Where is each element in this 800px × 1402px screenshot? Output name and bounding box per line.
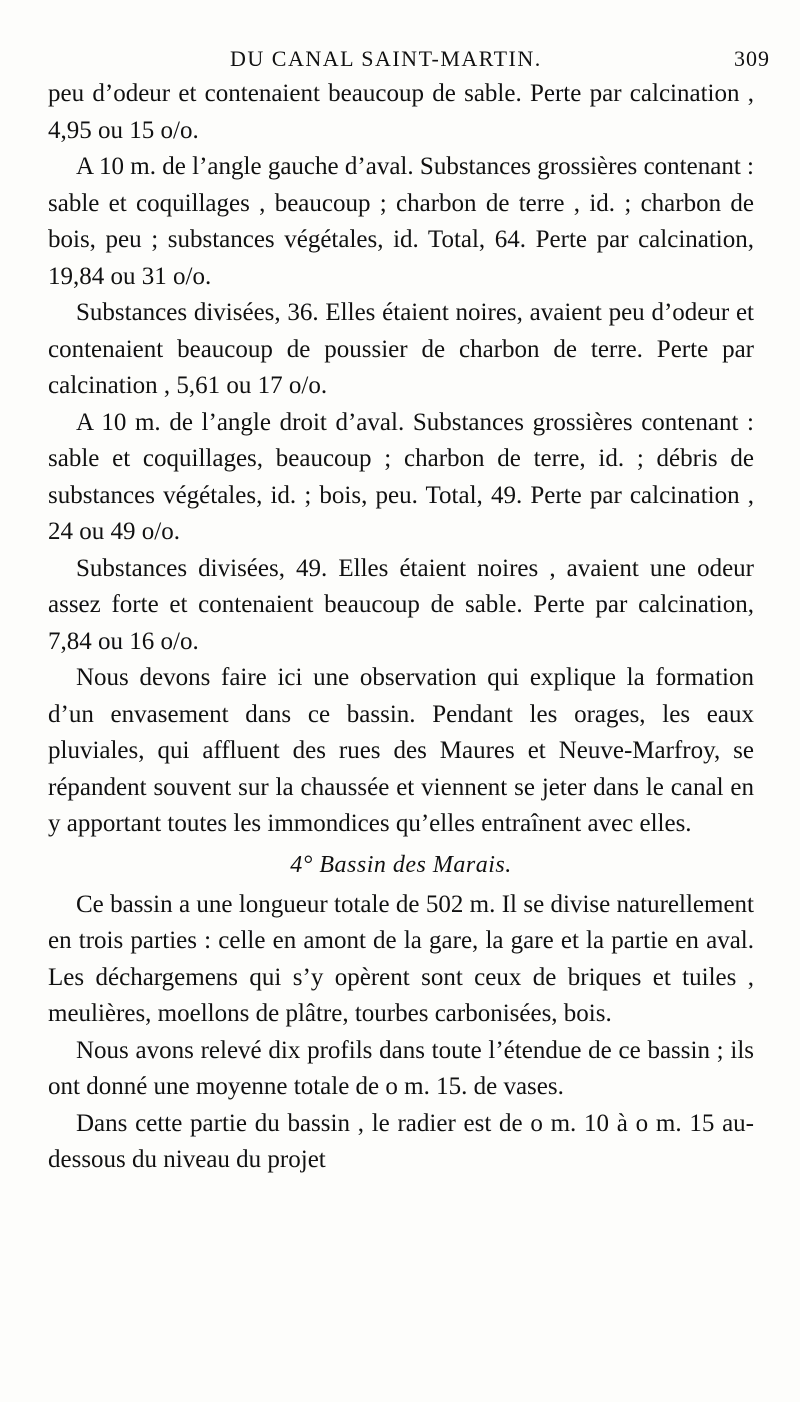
paragraph: A 10 m. de l’angle gauche d’aval. Substances grossières contenant : sable et coquillages , beaucoup ; charbon de terre , id. ; charbon de bois, peu ; substances végétales, id. Total, 64. Perte par calcination, 19,84 ou 31 o/o. [48, 153, 754, 290]
paragraph: peu d’odeur et contenaient beaucoup de sable. Perte par calcination , 4,95 ou 15 o/o. [48, 80, 754, 144]
page-number: 309 [734, 46, 770, 71]
paragraph: Substances divisées, 49. Elles étaient noires , avaient une odeur assez forte et contenaient beaucoup de sable. Perte par calcination, 7,84 ou 16 o/o. [48, 554, 754, 655]
paragraph: Ce bassin a une longueur totale de 502 m. Il se divise naturellement en trois parties : celle en amont de la gare, la gare et la partie en aval. Les déchargemens qui s’y opèrent sont ceux de briques et tuiles , meulières, moellons de plâtre, tourbes carbonisées, bois. [48, 890, 754, 1027]
paragraph: Substances divisées, 36. Elles étaient noires, avaient peu d’odeur et contenaient beaucoup de poussier de charbon de terre. Perte par calcination , 5,61 ou 17 o/o. [48, 299, 754, 399]
paragraph: Dans cette partie du bassin , le radier est de o m. 10 à o m. 15 au-dessous du niveau du projet [48, 1109, 754, 1173]
section-heading: 4° Bassin des Marais. [290, 851, 512, 878]
paragraph: Nous devons faire ici une observation qui explique la formation d’un envasement dans ce bassin. Pendant les orages, les eaux pluviales, qui affluent des rues des Maures et Neuve-Marfroy, se répandent souvent sur la chaussée et viennent se jeter dans le canal en y apportant toutes les immondices qu’elles entraînent avec elles. [48, 664, 754, 837]
paragraph: A 10 m. de l’angle droit d’aval. Substances grossières contenant : sable et coquillages, beaucoup ; charbon de terre, id. ; débris de substances végétales, id. ; bois, peu. Total, 49. Perte par calcination , 24 ou 49 o/o. [48, 408, 754, 545]
page-body [48, 76, 754, 1179]
running-title: DU CANAL SAINT-MARTIN. [230, 46, 542, 71]
paragraph: Nous avons relevé dix profils dans toute l’étendue de ce bassin ; ils ont donné une moyenne totale de o m. 15. de vases. [48, 1036, 754, 1100]
page-header [40, 36, 770, 72]
